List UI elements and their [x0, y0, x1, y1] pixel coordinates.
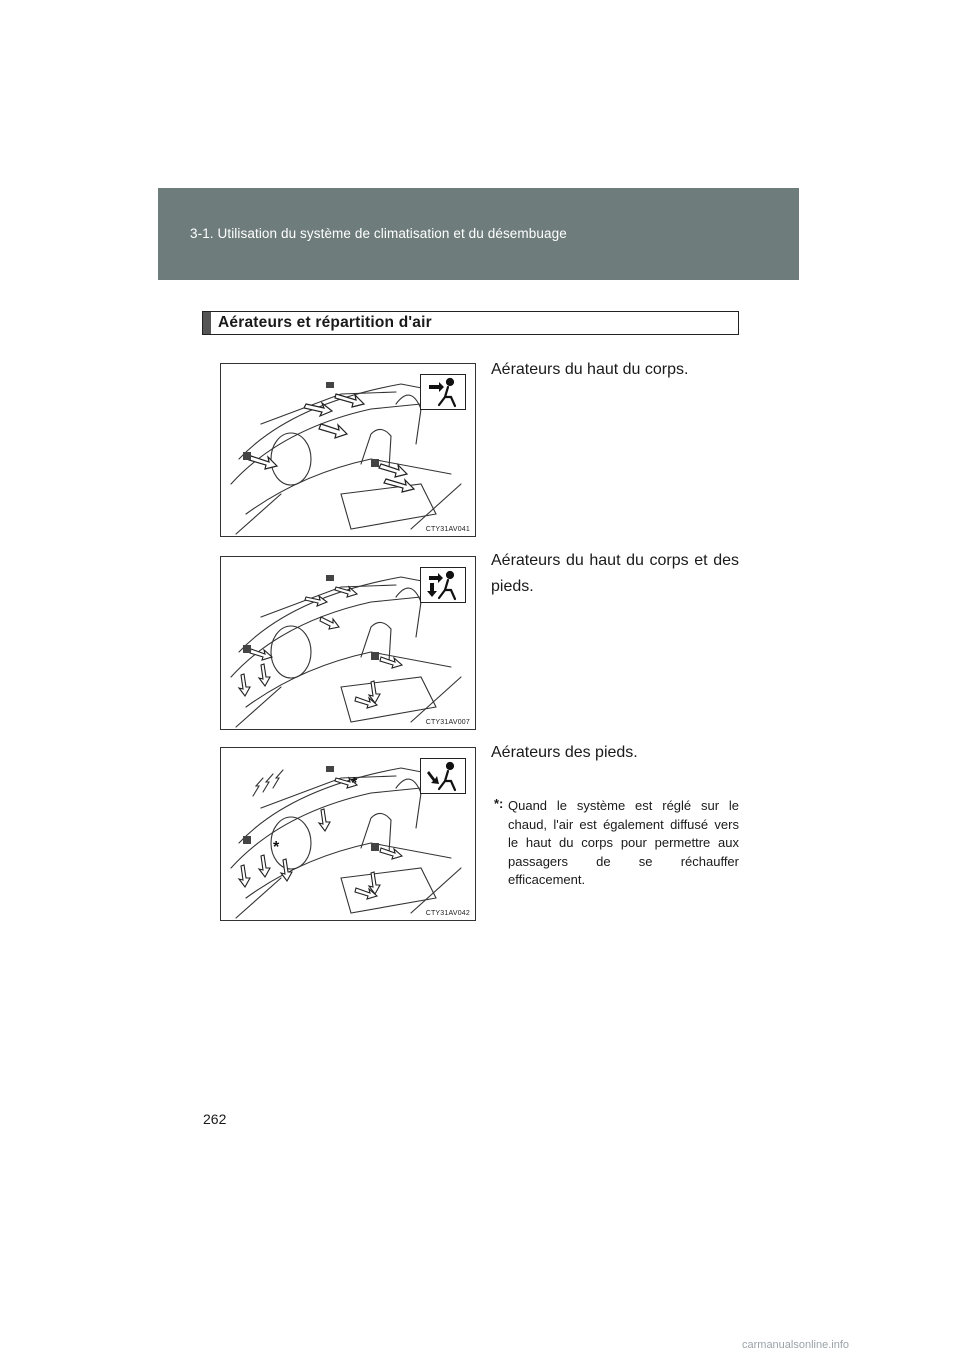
- page-number: 262: [203, 1111, 227, 1127]
- figure-caption: Aérateurs du haut du corps et des pieds.: [491, 552, 739, 595]
- figure-code: CTY31AV041: [425, 526, 470, 533]
- figure-caption: Aérateurs du haut du corps.: [491, 361, 689, 378]
- svg-text:*: *: [351, 775, 358, 792]
- figure-code: CTY31AV007: [425, 719, 470, 726]
- upper-body-and-feet-airflow-icon: [420, 567, 466, 603]
- figure-code: CTY31AV042: [425, 910, 470, 917]
- note-marker: *:: [494, 796, 504, 811]
- figure-upper-body-and-feet-vents: [220, 556, 476, 730]
- section-heading-box: [202, 311, 739, 335]
- section-title: Aérateurs et répartition d'air: [218, 314, 432, 331]
- figure-upper-body-vents: [220, 363, 476, 537]
- section-heading-bar: [203, 312, 211, 334]
- svg-text:*: *: [273, 839, 280, 856]
- figure-feet-vents: [220, 747, 476, 921]
- chapter-title: 3-1. Utilisation du système de climatisation et du désembuage: [190, 226, 567, 241]
- figure-caption: Aérateurs des pieds.: [491, 744, 638, 761]
- watermark[interactable]: carmanualsonline.info: [742, 1339, 850, 1351]
- chapter-header-band: [158, 188, 799, 280]
- note-text: Quand le système est réglé sur le chaud, l'air est également diffusé vers le haut du corps pour permettre aux passagers de se réchauffer efficacement.: [508, 798, 739, 887]
- upper-body-airflow-icon: [420, 374, 466, 410]
- feet-airflow-icon: [420, 758, 466, 794]
